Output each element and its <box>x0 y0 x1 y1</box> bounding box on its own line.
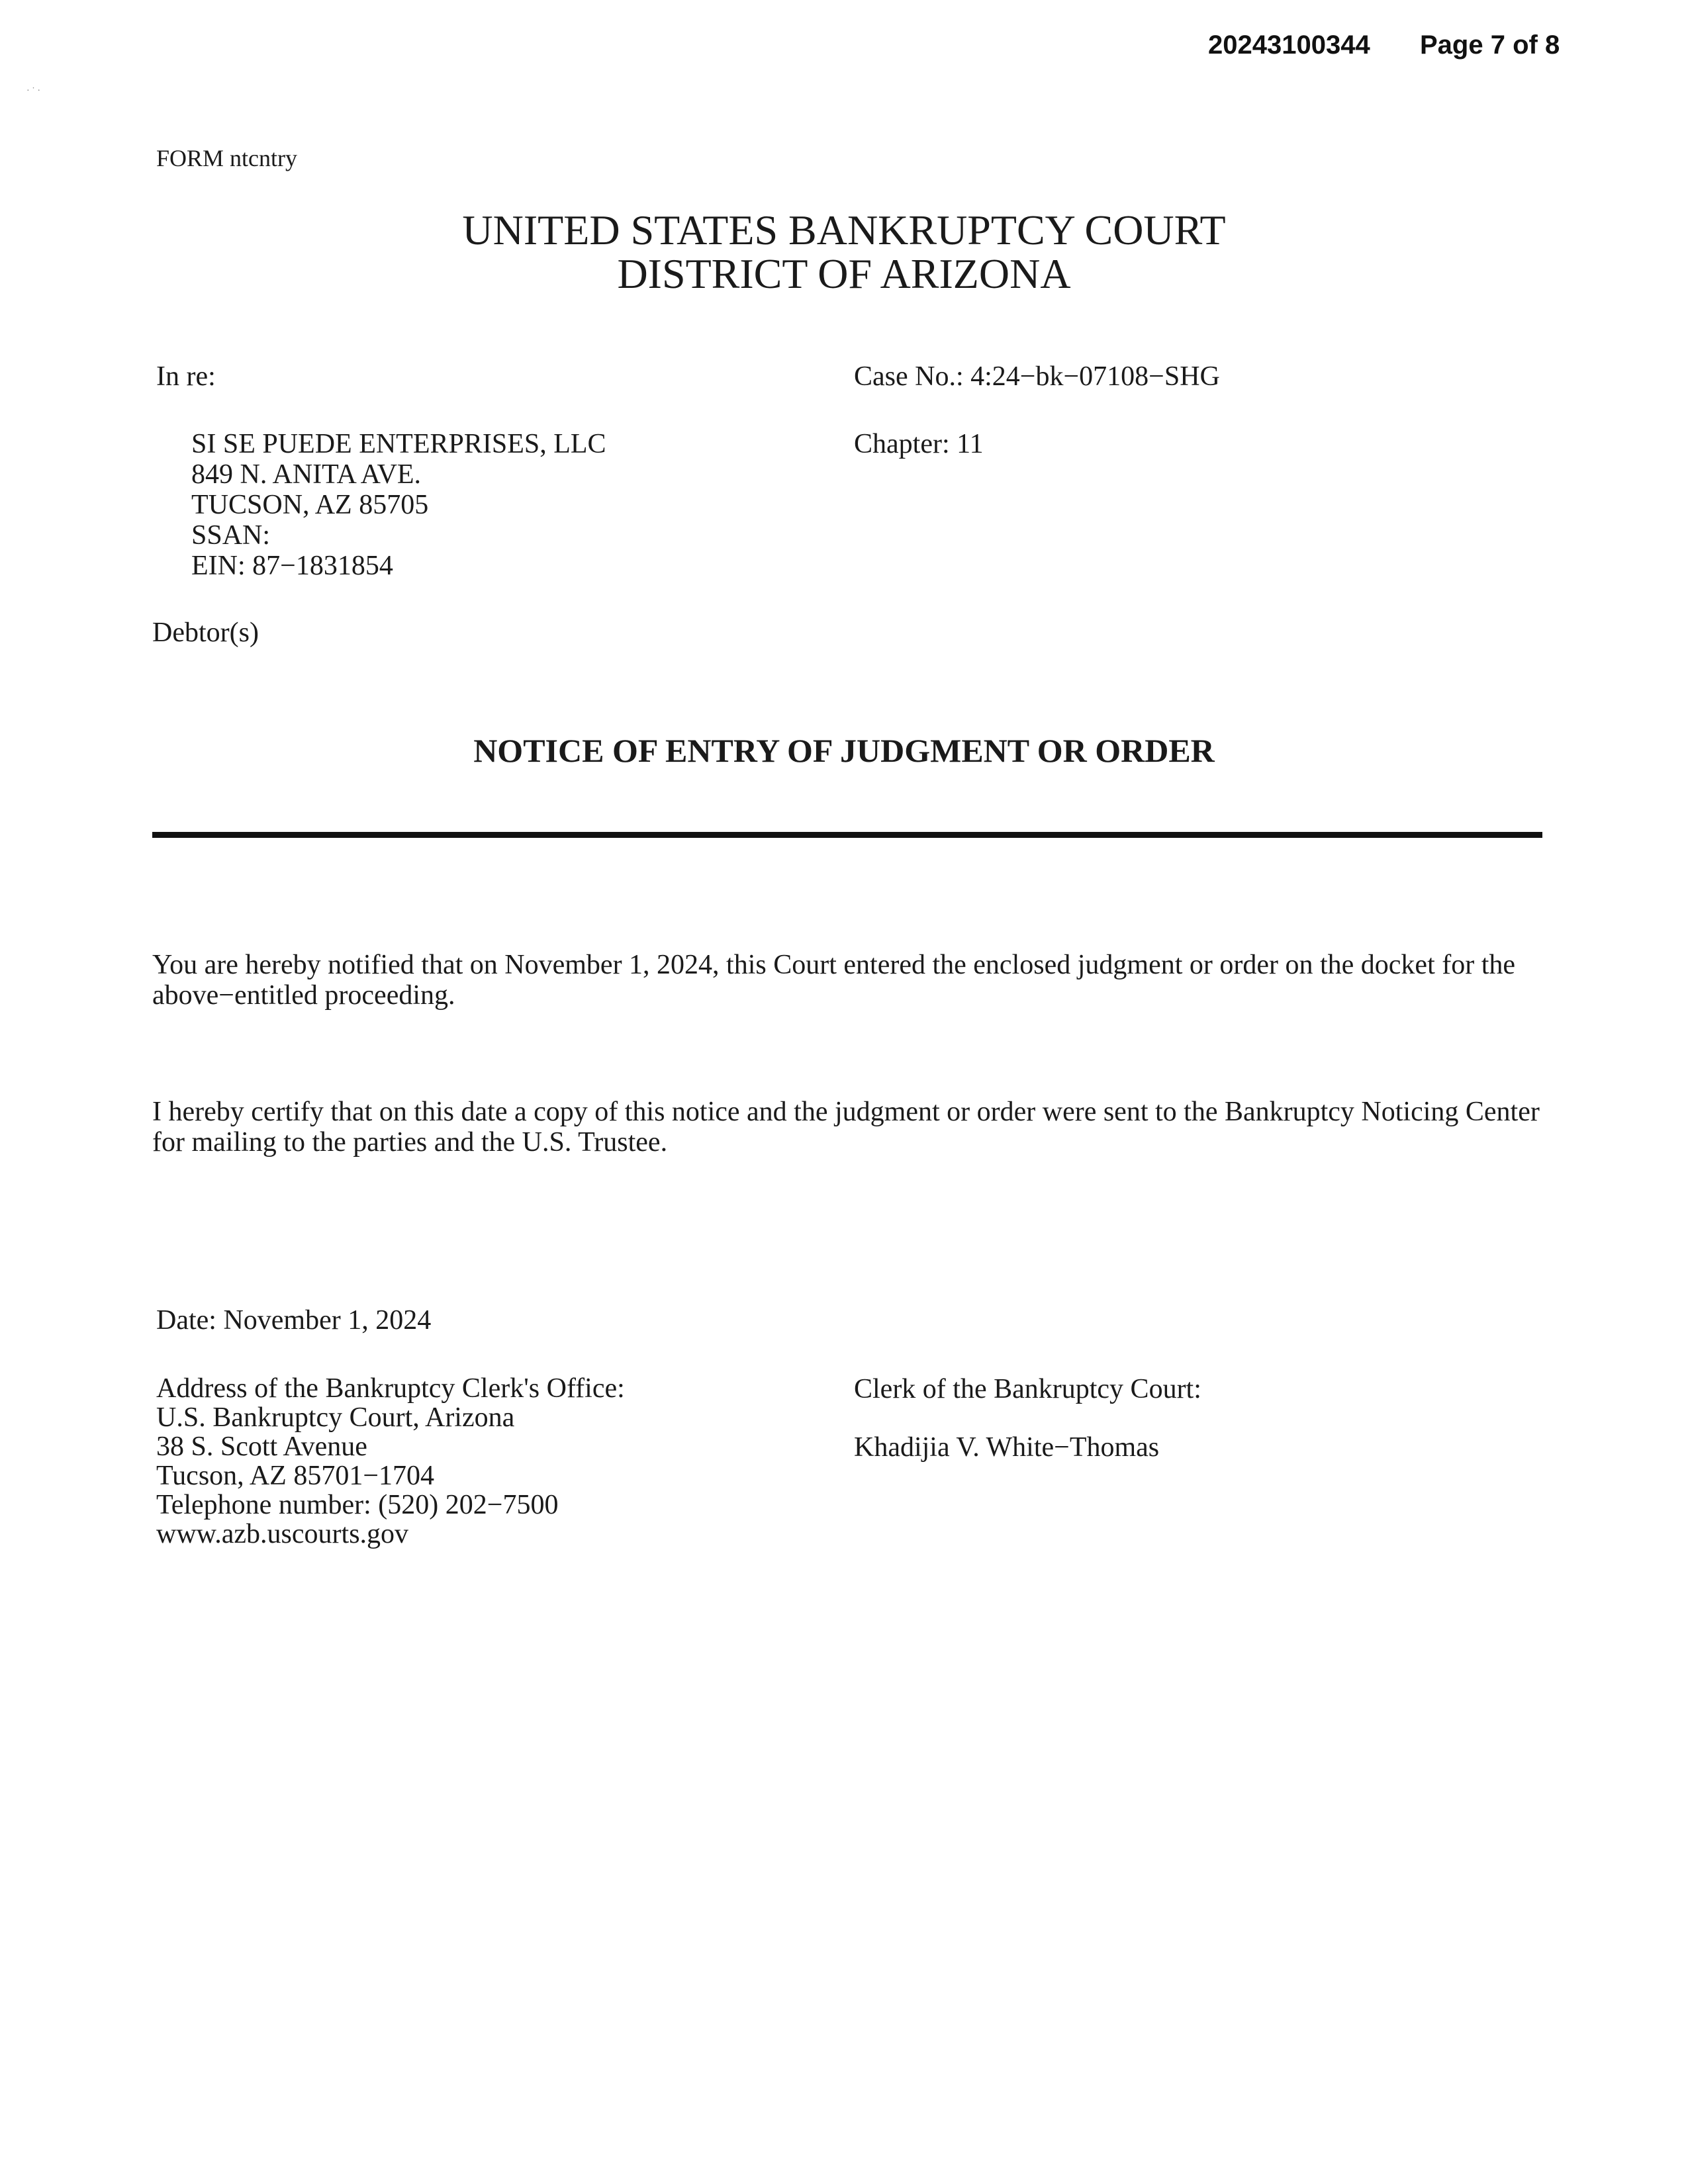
clerk-office-phone: Telephone number: (520) 202−7500 <box>156 1490 559 1520</box>
clerk-office-address <box>156 1374 625 1549</box>
clerk-office-heading: Address of the Bankruptcy Clerk's Office: <box>156 1373 625 1404</box>
court-name: UNITED STATES BANKRUPTCY COURT <box>462 206 1226 253</box>
chapter: Chapter: 11 <box>854 429 984 459</box>
debtor-name: SI SE PUEDE ENTERPRISES, LLC <box>191 429 606 459</box>
notice-paragraph: You are hereby notified that on November 1, 2024, this Court entered the enclosed judgment or order on the docket for the above−entitled proceeding. <box>152 950 1516 1011</box>
date-line: Date: November 1, 2024 <box>156 1305 432 1336</box>
notice-title: NOTICE OF ENTRY OF JUDGMENT OR ORDER <box>473 732 1215 769</box>
clerk-office-street: 38 S. Scott Avenue <box>156 1432 367 1462</box>
clerk-office-city: Tucson, AZ 85701−1704 <box>156 1461 435 1491</box>
in-re-label: In re: <box>156 361 216 392</box>
debtor-ein: EIN: 87−1831854 <box>191 551 393 581</box>
debtor-street: 849 N. ANITA AVE. <box>191 459 422 490</box>
debtor-ssan: SSAN: <box>191 520 271 551</box>
page-label: Page 7 of 8 <box>1420 30 1560 60</box>
case-number: Case No.: 4:24−bk−07108−SHG <box>854 361 1220 392</box>
clerk-name: Khadijia V. White−Thomas <box>854 1432 1160 1463</box>
clerk-office-court: U.S. Bankruptcy Court, Arizona <box>156 1402 515 1433</box>
clerk-office-website[interactable]: www.azb.uscourts.gov <box>156 1519 409 1549</box>
record-number: 20243100344 <box>1208 30 1370 60</box>
clerk-label: Clerk of the Bankruptcy Court: <box>854 1374 1201 1404</box>
debtor-city: TUCSON, AZ 85705 <box>191 490 429 520</box>
title-rule <box>152 832 1542 838</box>
certification-paragraph: I hereby certify that on this date a copy of this notice and the judgment or order were sent to the Bankruptcy Noticing Center for mailing to the parties and the U.S. Trustee. <box>152 1097 1540 1158</box>
form-id: FORM ntcntry <box>156 145 298 171</box>
debtor-block <box>191 429 606 581</box>
scan-specks: · ˙ · <box>26 86 40 96</box>
debtor-label: Debtor(s) <box>152 617 259 648</box>
court-district: DISTRICT OF ARIZONA <box>617 250 1071 297</box>
